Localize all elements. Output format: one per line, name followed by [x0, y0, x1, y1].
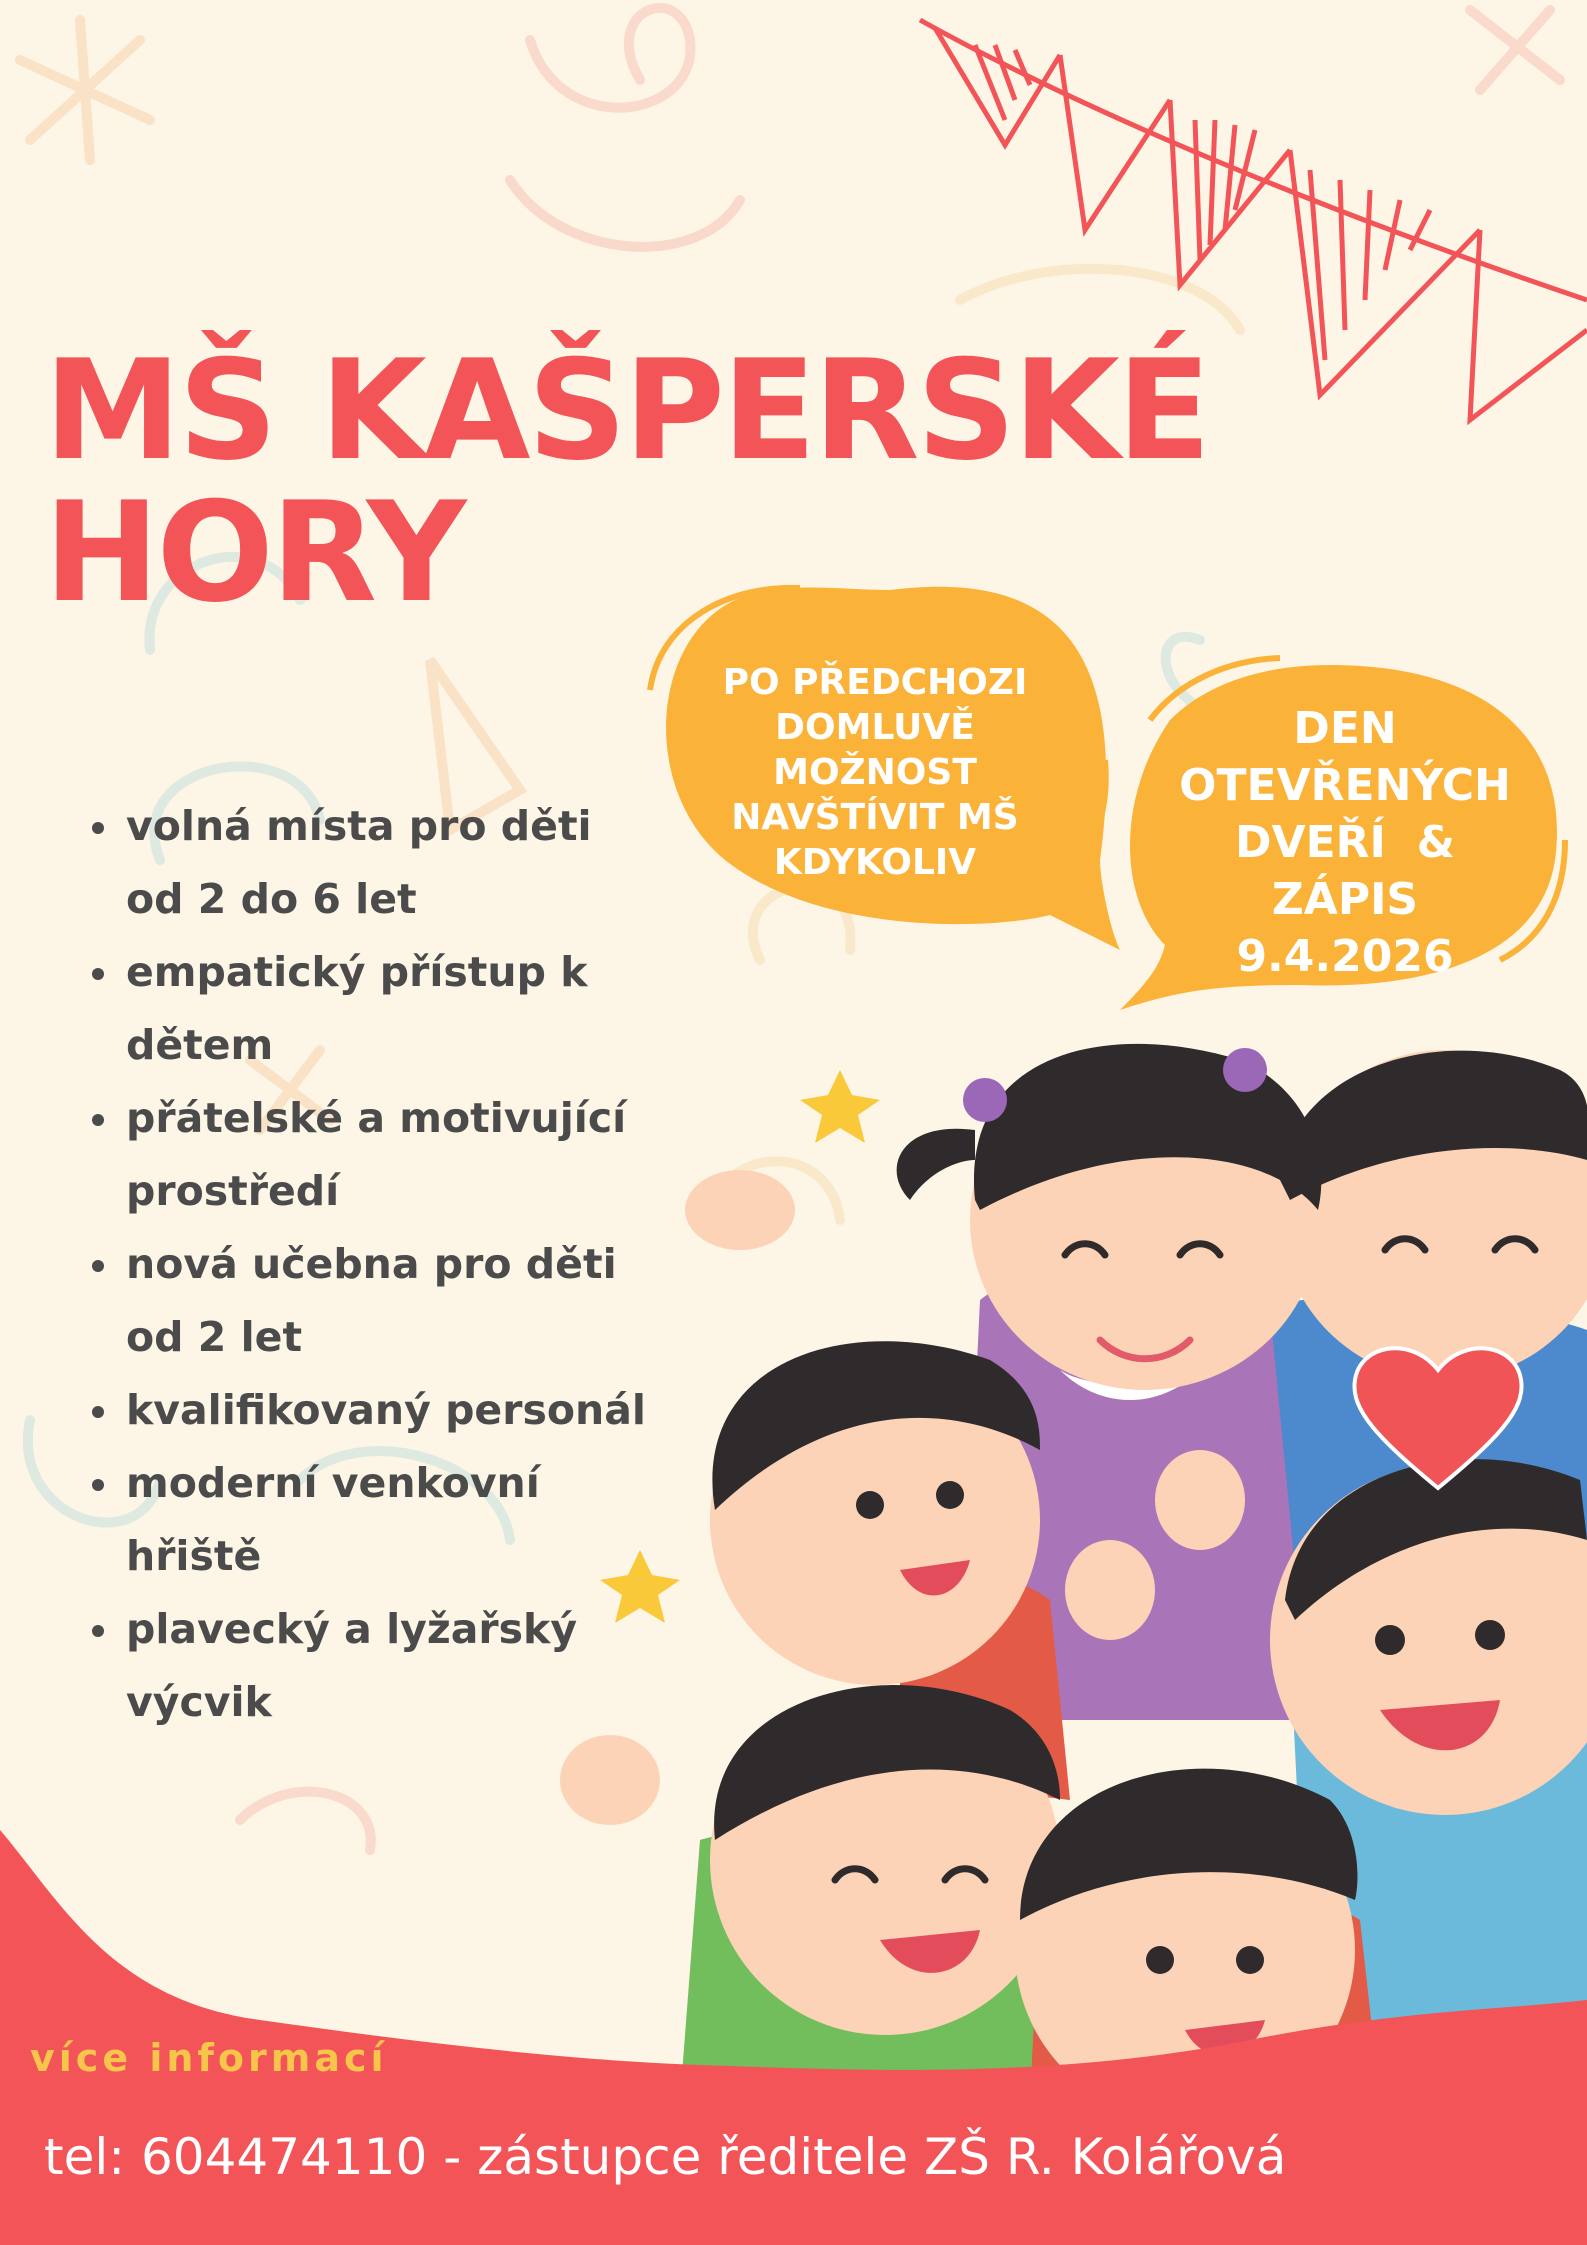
children-illustration [560, 1044, 1587, 2120]
feature-list [86, 790, 646, 1739]
bubble-line: PO PŘEDCHOZI [722, 662, 1028, 703]
bubble-line: OTEVŘENÝCH [1179, 760, 1511, 811]
list-item: nová učebna pro děti od 2 let [86, 1228, 646, 1374]
title-line-1: MŠ KAŠPERSKÉ [44, 330, 1209, 491]
open-day-bubble-text [1125, 700, 1565, 985]
bubble-line: MOŽNOST [773, 752, 977, 793]
bubble-line: DEN [1293, 703, 1397, 754]
list-item: empatický přístup k dětem [86, 936, 646, 1082]
visit-bubble-text [700, 660, 1050, 885]
list-item: volná místa pro děti od 2 do 6 let [86, 790, 646, 936]
list-item: kvalifikovaný personál [86, 1374, 646, 1447]
bubble-line: NAVŠTÍVIT MŠ [731, 797, 1019, 838]
bubble-line: ZÁPIS [1271, 874, 1419, 925]
title-line-2: HORY [44, 472, 464, 633]
page-title [44, 330, 1209, 633]
bubble-line: KDYKOLIV [773, 842, 977, 883]
list-item: přátelské a motivující prostředí [86, 1082, 646, 1228]
open-day-date: 9.4.2026 [1236, 931, 1454, 982]
list-item: moderní venkovní hřiště [86, 1447, 646, 1593]
bubble-line: DVEŘÍ & [1235, 817, 1455, 868]
list-item: plavecký a lyžařský výcvik [86, 1593, 646, 1739]
bubble-line: DOMLUVĚ [775, 707, 975, 748]
more-info-label: více informací [30, 2036, 388, 2080]
contact-phone[interactable]: tel: 604474110 - zástupce ředitele ZŠ R. Kolářová [44, 2128, 1287, 2186]
star-icon [800, 1070, 880, 1143]
